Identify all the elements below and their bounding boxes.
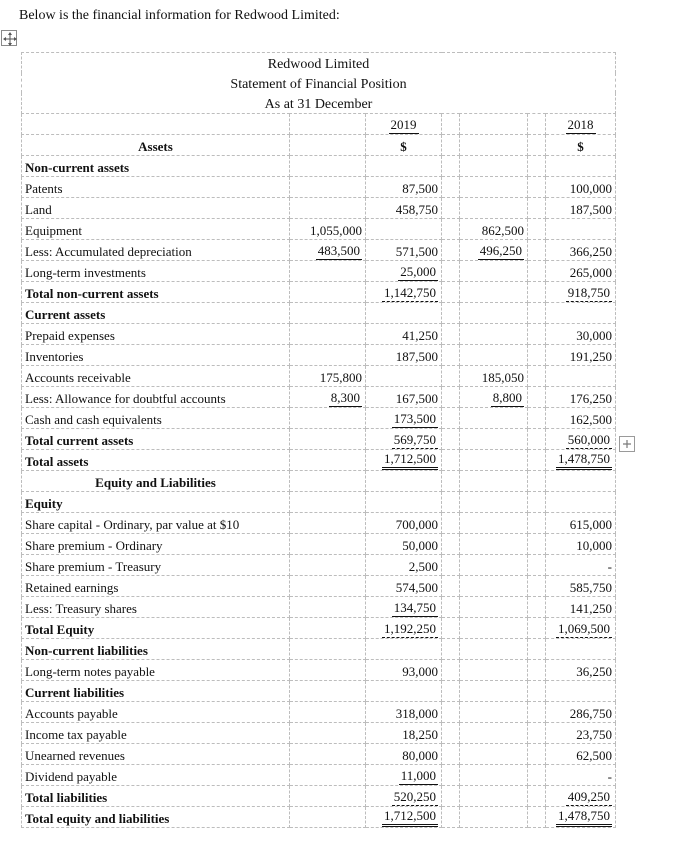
sub-2019-cell	[290, 744, 366, 765]
sub-2018-cell	[460, 702, 528, 723]
sub-2019-cell	[290, 639, 366, 660]
row-label: Unearned revenues	[22, 744, 290, 765]
total-2018-cell	[546, 681, 616, 702]
row-label: Cash and cash equivalents	[22, 408, 290, 429]
total-2019-cell	[366, 471, 442, 492]
table-row	[22, 429, 616, 450]
amount-value: 318,000	[395, 706, 438, 721]
sub-2019-cell	[290, 345, 366, 366]
sub-2019-cell	[290, 513, 366, 534]
table-row	[22, 576, 616, 597]
sub-2018-cell	[460, 513, 528, 534]
row-label: Equipment	[22, 219, 290, 240]
amount-value: 30,000	[576, 328, 612, 343]
total-2018-cell	[546, 555, 616, 576]
row-label: Long-term investments	[22, 261, 290, 282]
table-row	[22, 660, 616, 681]
statement-date: As at 31 December	[22, 93, 616, 114]
table-move-handle[interactable]	[1, 30, 17, 46]
sub-2019-cell	[290, 387, 366, 408]
sub-2018-cell	[460, 492, 528, 513]
sub-2019-cell	[290, 597, 366, 618]
currency-2019: $	[366, 135, 442, 156]
sub-2019-cell	[290, 156, 366, 177]
total-2019-cell	[366, 387, 442, 408]
total-2019-cell	[366, 492, 442, 513]
total-2019-cell	[366, 366, 442, 387]
total-2018-cell	[546, 366, 616, 387]
sub-2019-cell	[290, 219, 366, 240]
sub-2019-cell	[290, 303, 366, 324]
sub-2019-cell	[290, 324, 366, 345]
plus-icon	[621, 438, 633, 450]
total-2018-cell	[546, 639, 616, 660]
total-2018-cell	[546, 723, 616, 744]
table-row	[22, 198, 616, 219]
table-row	[22, 345, 616, 366]
row-label: Retained earnings	[22, 576, 290, 597]
row-label: Share premium - Ordinary	[22, 534, 290, 555]
table-row	[22, 156, 616, 177]
sub-2018-cell	[460, 618, 528, 639]
sub-2018-cell	[460, 786, 528, 807]
total-2018-cell	[546, 471, 616, 492]
total-2018-cell	[546, 240, 616, 261]
amount-value: 18,250	[402, 727, 438, 742]
total-2018-cell	[546, 513, 616, 534]
total-2018-cell	[546, 261, 616, 282]
table-row	[22, 177, 616, 198]
amount-value: 1,712,500	[382, 808, 438, 827]
amount-value: 185,050	[481, 370, 524, 385]
total-2018-cell	[546, 492, 616, 513]
row-label: Total current assets	[22, 429, 290, 450]
sub-2019-cell	[290, 723, 366, 744]
sub-2019-cell	[290, 366, 366, 387]
sub-2019-cell	[290, 177, 366, 198]
total-2019-cell	[366, 576, 442, 597]
amount-value: 162,500	[569, 412, 612, 427]
title-row-statement	[22, 73, 616, 93]
amount-value: 23,750	[576, 727, 612, 742]
total-2018-cell	[546, 429, 616, 450]
sub-2018-cell	[460, 282, 528, 303]
sub-2018-cell	[460, 198, 528, 219]
sub-2018-cell	[460, 555, 528, 576]
sub-2018-cell	[460, 471, 528, 492]
row-label: Share capital - Ordinary, par value at $10	[22, 513, 290, 534]
amount-value: 483,500	[317, 243, 360, 258]
row-label: Less: Treasury shares	[22, 597, 290, 618]
total-2018-cell	[546, 576, 616, 597]
amount-value: 11,000	[400, 768, 436, 783]
total-2019-cell	[366, 702, 442, 723]
total-2018-cell	[546, 450, 616, 471]
total-2018-cell	[546, 534, 616, 555]
amount-value: 93,000	[402, 664, 438, 679]
amount-value: 36,250	[576, 664, 612, 679]
table-row	[22, 303, 616, 324]
total-2019-cell	[366, 219, 442, 240]
sub-2018-cell	[460, 723, 528, 744]
sub-2018-cell	[460, 219, 528, 240]
title-row-date	[22, 93, 616, 114]
total-2019-cell	[366, 177, 442, 198]
row-label: Land	[22, 198, 290, 219]
year-2018-label: 2018	[567, 117, 594, 132]
total-2018-cell	[546, 387, 616, 408]
table-row	[22, 324, 616, 345]
total-2018-cell	[546, 765, 616, 786]
sub-2018-cell	[460, 765, 528, 786]
total-2018-cell	[546, 345, 616, 366]
sub-2019-cell	[290, 765, 366, 786]
total-2019-cell	[366, 156, 442, 177]
total-2018-cell	[546, 198, 616, 219]
amount-value: 409,250	[567, 789, 610, 804]
sub-2019-cell	[290, 408, 366, 429]
amount-value: 8,800	[492, 390, 522, 405]
total-2018-cell	[546, 597, 616, 618]
total-2018-cell	[546, 786, 616, 807]
year-header-row	[22, 114, 616, 135]
amount-value: 1,478,750	[556, 451, 612, 470]
table-row	[22, 702, 616, 723]
total-2019-cell	[366, 282, 442, 303]
table-row	[22, 240, 616, 261]
amount-value: 25,000	[400, 264, 436, 279]
sub-2018-cell	[460, 576, 528, 597]
sub-2019-cell	[290, 576, 366, 597]
row-label: Equity	[22, 492, 290, 513]
row-label: Less: Accumulated depreciation	[22, 240, 290, 261]
amount-value: 50,000	[402, 538, 438, 553]
amount-value: 187,500	[395, 349, 438, 364]
table-row	[22, 597, 616, 618]
sub-2019-cell	[290, 261, 366, 282]
amount-value: 569,750	[393, 432, 436, 447]
total-2019-cell	[366, 681, 442, 702]
amount-value: 41,250	[402, 328, 438, 343]
total-2019-cell	[366, 408, 442, 429]
amount-value: 585,750	[569, 580, 612, 595]
amount-value: 87,500	[402, 181, 438, 196]
total-2019-cell	[366, 786, 442, 807]
company-name: Redwood Limited	[22, 53, 616, 74]
total-2019-cell	[366, 345, 442, 366]
sub-2019-cell	[290, 555, 366, 576]
table-row	[22, 261, 616, 282]
total-2019-cell	[366, 240, 442, 261]
amount-value: 560,000	[567, 432, 610, 447]
total-2018-cell	[546, 807, 616, 828]
amount-value: 191,250	[569, 349, 612, 364]
amount-value: 1,712,500	[382, 451, 438, 470]
table-row	[22, 450, 616, 471]
sub-2018-cell	[460, 597, 528, 618]
sub-2018-cell	[460, 534, 528, 555]
amount-value: 80,000	[402, 748, 438, 763]
total-2019-cell	[366, 744, 442, 765]
total-2018-cell	[546, 282, 616, 303]
table-row	[22, 681, 616, 702]
table-row	[22, 408, 616, 429]
financial-statement-table	[21, 52, 616, 828]
sub-2019-cell	[290, 702, 366, 723]
move-arrows-icon	[2, 31, 18, 47]
total-2019-cell	[366, 429, 442, 450]
sub-2019-cell	[290, 660, 366, 681]
amount-value: -	[607, 769, 612, 784]
total-2018-cell	[546, 303, 616, 324]
row-label: Accounts payable	[22, 702, 290, 723]
amount-value: 176,250	[569, 391, 612, 406]
total-2019-cell	[366, 450, 442, 471]
total-2018-cell	[546, 177, 616, 198]
row-label: Total Equity	[22, 618, 290, 639]
sub-2018-cell	[460, 429, 528, 450]
total-2019-cell	[366, 198, 442, 219]
amount-value: 62,500	[576, 748, 612, 763]
amount-value: 366,250	[569, 244, 612, 259]
sub-2019-cell	[290, 786, 366, 807]
total-2019-cell	[366, 597, 442, 618]
amount-value: -	[607, 559, 612, 574]
total-2018-cell	[546, 324, 616, 345]
sub-2019-cell	[290, 534, 366, 555]
amount-value: 167,500	[395, 391, 438, 406]
sub-2018-cell	[460, 345, 528, 366]
sub-2018-cell	[460, 387, 528, 408]
sub-2018-cell	[460, 681, 528, 702]
amount-value: 1,478,750	[556, 808, 612, 827]
amount-value: 1,142,750	[384, 285, 436, 300]
table-row	[22, 219, 616, 240]
total-2019-cell	[366, 534, 442, 555]
amount-value: 1,055,000	[310, 223, 362, 238]
amount-value: 100,000	[569, 181, 612, 196]
statement-title: Statement of Financial Position	[22, 73, 616, 93]
row-label: Inventories	[22, 345, 290, 366]
amount-value: 265,000	[569, 265, 612, 280]
total-2018-cell	[546, 219, 616, 240]
row-label: Long-term notes payable	[22, 660, 290, 681]
amount-value: 571,500	[395, 244, 438, 259]
row-label: Patents	[22, 177, 290, 198]
amount-value: 520,250	[393, 789, 436, 804]
sub-2018-cell	[460, 240, 528, 261]
total-2019-cell	[366, 261, 442, 282]
total-2018-cell	[546, 660, 616, 681]
total-2019-cell	[366, 618, 442, 639]
intro-text: Below is the financial information for Redwood Limited:	[19, 8, 340, 23]
table-row	[22, 765, 616, 786]
sub-2019-cell	[290, 450, 366, 471]
amount-value: 8,300	[330, 390, 360, 405]
total-2018-cell	[546, 408, 616, 429]
sub-2018-cell	[460, 324, 528, 345]
amount-value: 141,250	[569, 601, 612, 616]
table-row	[22, 387, 616, 408]
sub-2019-cell	[290, 282, 366, 303]
row-label: Total assets	[22, 450, 290, 471]
amount-value: 918,750	[567, 285, 610, 300]
table-row	[22, 513, 616, 534]
total-2019-cell	[366, 513, 442, 534]
sub-2018-cell	[460, 261, 528, 282]
row-label: Total liabilities	[22, 786, 290, 807]
row-label: Less: Allowance for doubtful accounts	[22, 387, 290, 408]
sub-2018-cell	[460, 744, 528, 765]
amount-value: 700,000	[395, 517, 438, 532]
amount-value: 1,192,250	[384, 621, 436, 636]
sub-2018-cell	[460, 807, 528, 828]
table-row	[22, 807, 616, 828]
sub-2018-cell	[460, 366, 528, 387]
sub-2019-cell	[290, 471, 366, 492]
amount-value: 10,000	[576, 538, 612, 553]
row-label: Accounts receivable	[22, 366, 290, 387]
amount-value: 187,500	[569, 202, 612, 217]
total-2019-cell	[366, 723, 442, 744]
table-row	[22, 723, 616, 744]
row-label: Total non-current assets	[22, 282, 290, 303]
total-2019-cell	[366, 324, 442, 345]
total-2018-cell	[546, 702, 616, 723]
sub-2018-cell	[460, 303, 528, 324]
add-column-handle[interactable]	[619, 436, 635, 452]
sub-2019-cell	[290, 240, 366, 261]
row-label: Dividend payable	[22, 765, 290, 786]
assets-heading: Assets	[22, 135, 290, 156]
amount-value: 496,250	[479, 243, 522, 258]
amount-value: 1,069,500	[558, 621, 610, 636]
title-row-company	[22, 53, 616, 74]
sub-2019-cell	[290, 492, 366, 513]
row-label: Share premium - Treasury	[22, 555, 290, 576]
amount-value: 175,800	[319, 370, 362, 385]
total-2018-cell	[546, 744, 616, 765]
total-2019-cell	[366, 765, 442, 786]
sub-2018-cell	[460, 156, 528, 177]
table-row	[22, 555, 616, 576]
amount-value: 2,500	[408, 559, 438, 574]
sub-2018-cell	[460, 408, 528, 429]
row-label: Current assets	[22, 303, 290, 324]
sub-2019-cell	[290, 429, 366, 450]
sub-2018-cell	[460, 450, 528, 471]
amount-value: 615,000	[569, 517, 612, 532]
table-row	[22, 492, 616, 513]
table-row	[22, 618, 616, 639]
amount-value: 286,750	[569, 706, 612, 721]
table-row	[22, 282, 616, 303]
total-2018-cell	[546, 156, 616, 177]
table-row	[22, 471, 616, 492]
row-label: Equity and Liabilities	[22, 471, 290, 492]
row-label: Non-current assets	[22, 156, 290, 177]
total-2019-cell	[366, 555, 442, 576]
row-label: Current liabilities	[22, 681, 290, 702]
amount-value: 458,750	[395, 202, 438, 217]
sub-2018-cell	[460, 177, 528, 198]
row-label: Income tax payable	[22, 723, 290, 744]
table-row	[22, 786, 616, 807]
row-label: Total equity and liabilities	[22, 807, 290, 828]
amount-value: 574,500	[395, 580, 438, 595]
sub-2019-cell	[290, 618, 366, 639]
sub-2019-cell	[290, 807, 366, 828]
total-2018-cell	[546, 618, 616, 639]
amount-value: 173,500	[393, 411, 436, 426]
total-2019-cell	[366, 639, 442, 660]
row-label: Prepaid expenses	[22, 324, 290, 345]
total-2019-cell	[366, 303, 442, 324]
currency-header-row	[22, 135, 616, 156]
sub-2018-cell	[460, 660, 528, 681]
sub-2018-cell	[460, 639, 528, 660]
amount-value: 862,500	[481, 223, 524, 238]
sub-2019-cell	[290, 198, 366, 219]
total-2019-cell	[366, 660, 442, 681]
amount-value: 134,750	[393, 600, 436, 615]
currency-2018: $	[546, 135, 616, 156]
row-label: Non-current liabilities	[22, 639, 290, 660]
year-2019-label: 2019	[390, 117, 417, 132]
total-2019-cell	[366, 807, 442, 828]
sub-2019-cell	[290, 681, 366, 702]
table-row	[22, 639, 616, 660]
table-row	[22, 534, 616, 555]
table-row	[22, 744, 616, 765]
table-row	[22, 366, 616, 387]
